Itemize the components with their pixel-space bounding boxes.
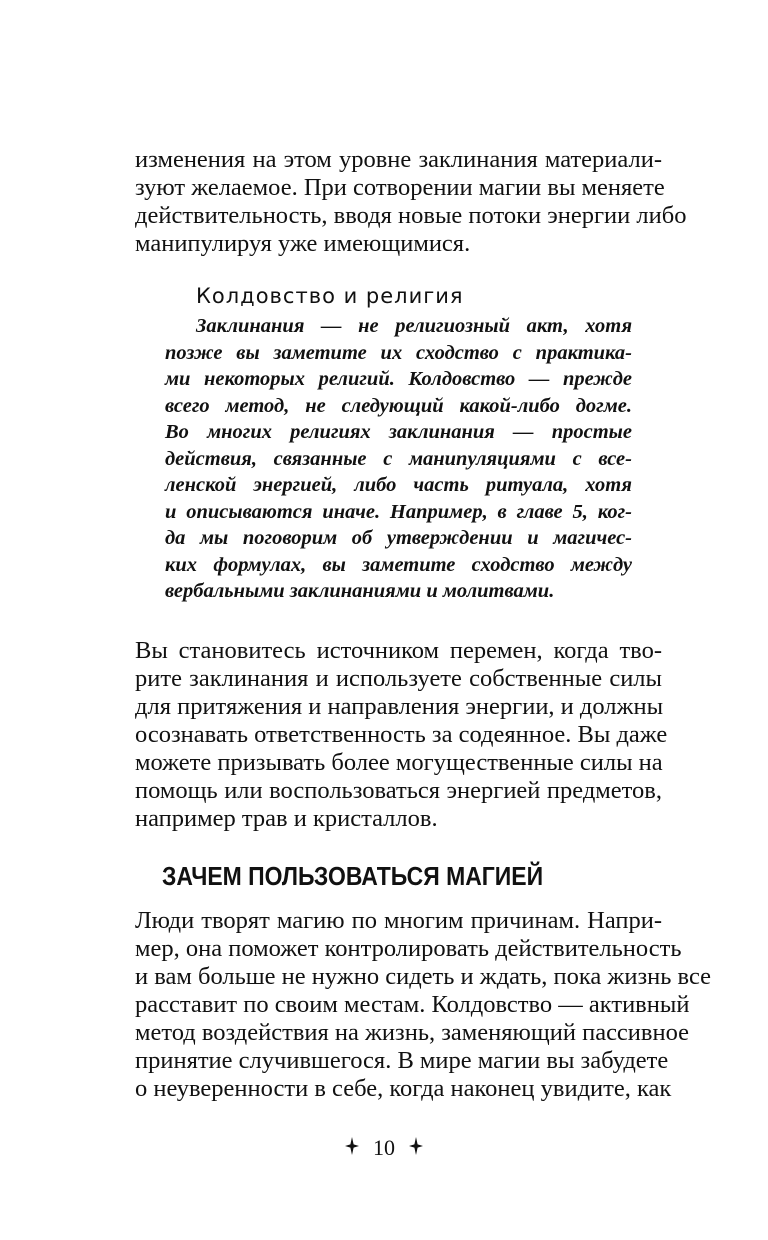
sidebar-line: да мы поговорим об утверждении и магичес- [165, 527, 632, 549]
sidebar-line: Во многих религиях заклинания — простые [165, 421, 632, 443]
sidebar-line: и описываются иначе. Например, в главе 5, ког- [165, 500, 632, 523]
page-number: 10 [373, 1134, 395, 1160]
sidebar-title: Колдовство и религия [196, 284, 464, 308]
paragraph-line: манипулируя уже имеющимися. [135, 230, 471, 257]
paragraph-line: принятие случившегося. В мире магии вы забудете [135, 1047, 669, 1074]
paragraph-line: можете призывать более могущественные силы на [135, 749, 663, 776]
sidebar-line: ми некоторых религий. Колдовство — прежде [165, 368, 632, 390]
sidebar-line: ких формулах, вы заметите сходство между [165, 553, 632, 576]
paragraph-line: изменения на этом уровне заклинания материали- [135, 146, 662, 173]
paragraph-line: мер, она поможет контролировать действительность [135, 935, 682, 962]
paragraph-line: действительность, вводя новые потоки энергии либо [135, 202, 687, 229]
paragraph-line: Вы становитесь источником перемен, когда тво- [135, 637, 662, 664]
sidebar-line: всего метод, не следующий какой-либо догме. [165, 394, 632, 417]
section-heading: ЗАЧЕМ ПОЛЬЗОВАТЬСЯ МАГИЕЙ [162, 863, 544, 891]
sidebar-line: действия, связанные с манипуляциями с все- [165, 447, 632, 470]
paragraph-line: зуют желаемое. При сотворении магии вы меняете [135, 174, 665, 201]
paragraph-line: Люди творят магию по многим причинам. Напри- [135, 907, 662, 934]
sidebar-line: Заклинания — не религиозный акт, хотя [196, 315, 632, 337]
paragraph-line: помощь или воспользоваться энергией предметов, [135, 777, 662, 804]
sidebar-line: вербальными заклинаниями и молитвами. [165, 580, 555, 602]
four-point-star-icon [409, 1134, 423, 1162]
page-footer [0, 1132, 768, 1162]
paragraph-line: осознавать ответственность за содеянное. Вы даже [135, 721, 668, 748]
sidebar-line: ленской энергией, либо часть ритуала, хотя [165, 474, 632, 496]
paragraph-line: и вам больше не нужно сидеть и ждать, пока жизнь все [135, 963, 712, 990]
paragraph-line: например трав и кристаллов. [135, 805, 438, 832]
paragraph-line: расставит по своим местам. Колдовство — активный [135, 991, 690, 1018]
four-point-star-icon [345, 1134, 359, 1162]
paragraph-line: рите заклинания и используете собственные силы [135, 665, 662, 692]
sidebar-line: позже вы заметите их сходство с практика- [165, 341, 632, 364]
paragraph-line: метод воздействия на жизнь, заменяющий пассивное [135, 1019, 690, 1046]
paragraph-line: о неуверенности в себе, когда наконец увидите, как [135, 1075, 672, 1102]
paragraph-line: для притяжения и направления энергии, и должны [135, 693, 664, 720]
